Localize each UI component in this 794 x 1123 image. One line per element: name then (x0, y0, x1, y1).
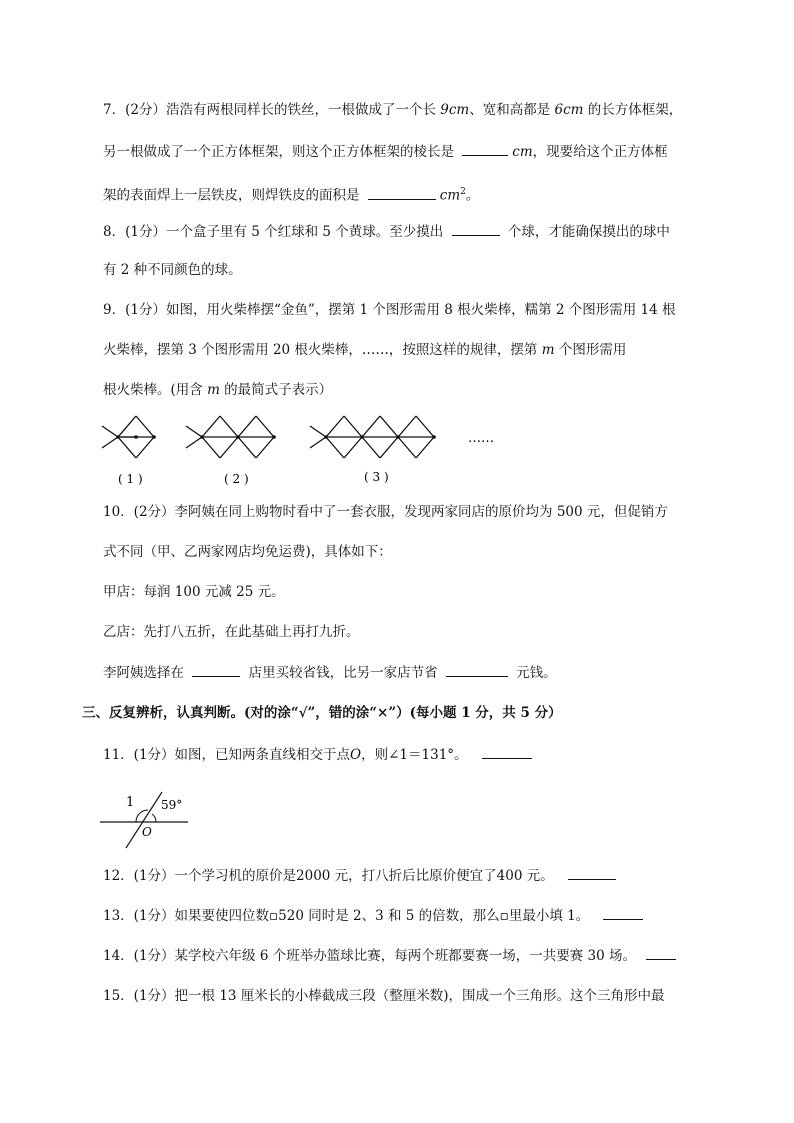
q12-answer-blank[interactable] (568, 865, 616, 880)
q7-text-d: 另一根做成了一个正方体框架，则这个正方体框架的棱长是 (103, 144, 459, 160)
q10-line2 (103, 542, 392, 562)
q11-angle-figure (98, 786, 208, 856)
q7-area-unit: cm (439, 187, 461, 204)
q10-text-a: 10．(2分）李阿姨在同上购物时看中了一套衣服，发现两家同店的原价均为 500 元，但促销方 (103, 504, 668, 520)
q10-answer-blank-2[interactable] (446, 662, 508, 677)
fish-figure-3 (310, 416, 434, 458)
q9-matchstick-figure (98, 406, 498, 486)
q10-line4 (103, 622, 360, 642)
q9-fig-label-2: ( 2 ) (224, 472, 249, 486)
q10-line3 (103, 582, 285, 602)
q8-line1 (103, 221, 670, 242)
q12-text: 12．(1分）一个学习机的原价是2000 元，打八折后比原价便宜了400 元。 (103, 868, 554, 884)
q11-text-a: 11．(1分）如图，已知两条直线相交于点 (103, 747, 351, 763)
q7-text-e: ，现要给这个正方体框 (532, 144, 668, 160)
q9-line1 (103, 300, 676, 320)
q7-answer-blank-1[interactable] (462, 141, 508, 156)
q8-text-b: 个球，才能确保摸出的球中 (503, 224, 670, 240)
q13-line (103, 905, 647, 926)
q7-unit: cm (512, 144, 533, 160)
q9-fig-label-3: ( 3 ) (364, 470, 389, 484)
q7-line1 (103, 100, 682, 120)
q11-angle-1-label: 1 (126, 795, 135, 810)
q7-wh-value: 6cm (554, 102, 584, 118)
q9-text-d: 根火柴棒。(用含 (103, 382, 208, 398)
q10-shop-a: 甲店：每润 100 元减 25 元。 (103, 584, 285, 600)
q7-end: 。 (465, 187, 480, 204)
q14-text: 14．(1分）某学校六年级 6 个班举办篮球比赛，每两个班都要赛一场，一共要赛 30 场。 (103, 948, 636, 964)
q13-answer-blank[interactable] (603, 905, 643, 920)
q8-answer-blank[interactable] (452, 221, 500, 236)
q9-fig-label-1: ( 1 ) (118, 472, 143, 486)
q9-text-b: 火柴棒，摆第 3 个图形需用 20 根火柴棒，……，按照这样的规律，摆第 (103, 342, 542, 358)
section-3-title: 三、反复辨析，认真判断。(对的涂“√”，错的涂“×”）(每小题 1 分，共 5 分） (82, 705, 562, 721)
q9-text-a: 9．(1分）如图，用火柴棒摆“金鱼”，摆第 1 个图形需用 8 根火柴棒，糯第 2 个图形需用 14 根 (103, 302, 676, 318)
q7-text-b: 、宽和高都是 (469, 102, 555, 118)
q9-line2 (103, 340, 626, 360)
q7-area-sup: 2 (460, 187, 466, 197)
q11-answer-blank[interactable] (482, 744, 532, 759)
q8-text-a: 8．(1分）一个盒子里有 5 个红球和 5 个黄球。至少摸出 (103, 224, 448, 240)
q10-text-d: 店里买较省钱，比另一家店节省 (244, 665, 442, 681)
q7-text-a: 7．(2分）浩浩有两根同样长的铁丝，一根做成了一个长 (103, 102, 441, 118)
section-3-heading (82, 703, 562, 723)
q11-line (103, 744, 536, 765)
q10-line1 (103, 502, 668, 522)
q10-text-e: 元钱。 (511, 665, 557, 681)
q15-line (103, 986, 665, 1006)
q7-length-value: 9cm (440, 102, 470, 118)
q9-line3 (103, 380, 332, 400)
q10-text-b: 式不同（甲、乙两家网店均免运费)，具体如下： (103, 544, 392, 560)
q9-variable-m-2: m (207, 382, 220, 398)
q7-line3 (103, 182, 479, 206)
q10-text-c: 李阿姨选择在 (103, 665, 189, 681)
q11-angle-59-label: 59° (161, 798, 183, 812)
fish-figure-2 (186, 416, 274, 458)
q11-point-o-label: O (142, 825, 152, 839)
q9-text-e: 的最简式子表示） (219, 382, 333, 398)
q7-line2 (103, 141, 668, 162)
q14-line (103, 945, 680, 966)
q9-ellipsis: …… (468, 431, 494, 446)
q11-text-b: ，则∠1＝131°。 (361, 747, 468, 763)
q9-text-c: 个图形需用 (554, 342, 627, 358)
q9-variable-m: m (541, 342, 555, 358)
q13-text: 13．(1分）如果要使四位数▫520 同时是 2、3 和 5 的倍数，那么▫里最小填 1。 (103, 908, 590, 924)
q7-text-c: 的长方体框架， (583, 102, 683, 118)
q8-line2 (103, 260, 242, 280)
q14-answer-blank[interactable] (646, 945, 676, 960)
q10-shop-b: 乙店：先打八五折，在此基础上再打九折。 (103, 624, 360, 640)
q10-answer-blank-1[interactable] (192, 662, 240, 677)
q7-text-f: 架的表面焊上一层铁皮，则焊铁皮的面积是 (103, 187, 364, 204)
q12-line (103, 865, 620, 886)
q7-answer-blank-2[interactable] (368, 185, 436, 200)
q11-point-o: O (350, 747, 362, 763)
q15-text: 15．(1分）把一根 13 厘米长的小棒截成三段（整厘米数)，围成一个三角形。这个三角形中最 (103, 988, 665, 1004)
q10-line5 (103, 662, 557, 683)
q8-text-c: 有 2 种不同颜色的球。 (103, 262, 242, 278)
fish-figure-1 (102, 416, 154, 458)
